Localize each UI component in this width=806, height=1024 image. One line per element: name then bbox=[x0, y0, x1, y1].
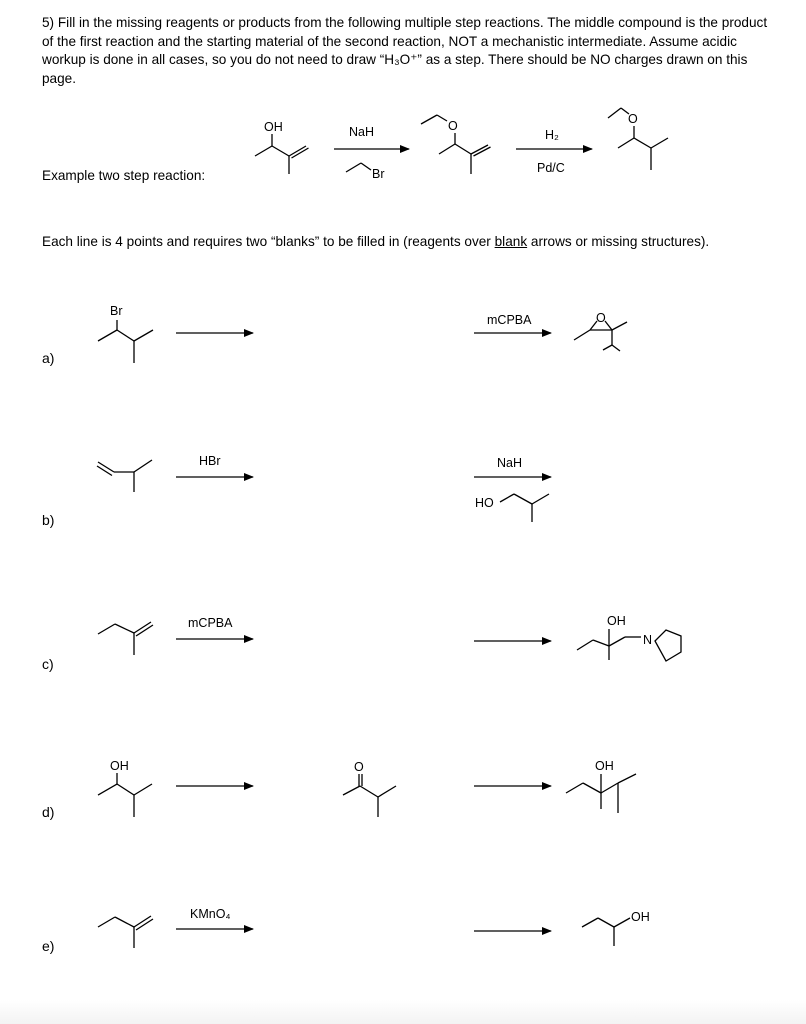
part-b-reagent-nah: NaH bbox=[497, 456, 523, 470]
part-c-arrow-1 bbox=[176, 616, 253, 639]
part-d-start-oh: OH bbox=[110, 759, 129, 773]
part-d-product-oh: OH bbox=[595, 759, 614, 773]
part-e-reagent-kmno4: KMnO₄ bbox=[190, 907, 231, 921]
example-arrow-1 bbox=[334, 125, 409, 181]
part-d-middle-ketone bbox=[343, 760, 396, 817]
part-label-d: d) bbox=[42, 804, 55, 820]
example-arrow-2 bbox=[516, 128, 592, 175]
part-b-starting-alkene bbox=[97, 460, 152, 492]
example-middle-ether bbox=[421, 115, 491, 174]
part-label-c: c) bbox=[42, 656, 54, 672]
example-start-oh: OH bbox=[264, 120, 283, 134]
part-e-arrow-1 bbox=[176, 907, 253, 929]
part-e-product-oh: OH bbox=[631, 910, 650, 924]
example-starting-alcohol bbox=[255, 120, 309, 174]
part-b-arrow-1 bbox=[176, 454, 253, 477]
part-b-arrow-2 bbox=[474, 456, 551, 522]
part-d-product-tertiary-alcohol bbox=[566, 759, 636, 813]
part-c-product-oh: OH bbox=[607, 614, 626, 628]
example-reagent-h2: H₂ bbox=[545, 128, 559, 142]
example-reagent-nah: NaH bbox=[349, 125, 375, 139]
instructions-blank-word: blank bbox=[494, 234, 528, 249]
example-product-o: O bbox=[628, 112, 638, 126]
example-product-ether bbox=[608, 108, 668, 170]
part-a-reagent-mcpba: mCPBA bbox=[487, 313, 532, 327]
part-c-product-amino-alcohol bbox=[577, 614, 681, 661]
part-b-reagent-ho: HO bbox=[475, 496, 494, 510]
page-bottom-edge bbox=[0, 1000, 806, 1024]
part-e-product-alcohol bbox=[582, 910, 650, 946]
part-a-start-br: Br bbox=[110, 304, 123, 318]
part-label-a: a) bbox=[42, 350, 55, 366]
part-label-e: e) bbox=[42, 938, 55, 954]
part-a-arrow-2 bbox=[474, 313, 551, 333]
example-label: Example two step reaction: bbox=[42, 168, 206, 183]
part-d-middle-o: O bbox=[354, 760, 364, 774]
part-a-product-epoxide bbox=[574, 311, 627, 351]
part-label-b: b) bbox=[42, 512, 55, 528]
part-c-product-n: N bbox=[643, 633, 653, 647]
example-middle-o: O bbox=[448, 119, 458, 133]
part-e-starting-alkene bbox=[98, 916, 153, 948]
part-a-starting-bromide bbox=[98, 304, 153, 363]
part-a-product-o: O bbox=[596, 311, 606, 325]
instructions-after: arrows or missing structures). bbox=[527, 234, 710, 249]
example-reagent-pdc: Pd/C bbox=[537, 161, 565, 175]
part-c-starting-alkene bbox=[98, 622, 153, 655]
part-d-starting-alcohol bbox=[98, 759, 152, 817]
instructions-before: Each line is 4 points and requires two “blanks” to be filled in (reagents over bbox=[42, 234, 495, 249]
part-b-reagent-hbr: HBr bbox=[199, 454, 221, 468]
example-reagent-br: Br bbox=[372, 167, 385, 181]
question-text: 5) Fill in the missing reagents or products from the following multiple step reactions. The middle compound is the product of the first reaction and the starting material of the second reaction, NOT a mechanistic intermediate. Assume acidic workup is done in all cases, so you do not need to draw “H₃O⁺” as a step. There should be NO charges drawn on this page. bbox=[42, 15, 768, 86]
part-c-reagent-mcpba: mCPBA bbox=[188, 616, 233, 630]
